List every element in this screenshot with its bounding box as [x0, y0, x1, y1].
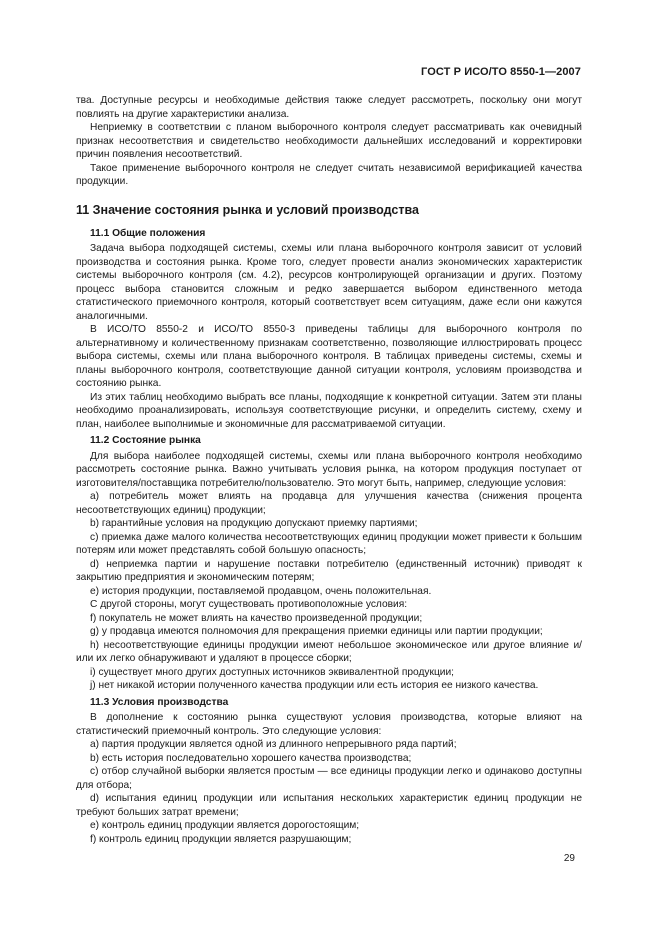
- list-item: i) существует много других доступных источников эквивалентной продукции;: [90, 666, 455, 678]
- paragraph: Из этих таблиц необходимо выбрать все планы, подходящие к конкретной ситуации. Затем эти планы необходимо проанализировать, используя соответствующие рисунки, и определить систему, схему и план, наиболее выполнимые и экономичные для рассматриваемой ситуации.: [76, 391, 582, 430]
- list-item: d) испытания единиц продукции или испытания нескольких характеристик единиц продукции не требуют больших затрат времени;: [76, 793, 582, 818]
- list-item: e) контроль единиц продукции является дорогостоящим;: [90, 820, 360, 831]
- list-item: b) есть история последовательно хорошего качества производства;: [90, 752, 412, 764]
- list-item: c) приемка даже малого количества несоответствующих единиц продукции может привести к большим потерям или может представлять собой большую опасность;: [76, 531, 582, 556]
- list-item: f) покупатель не может влиять на качество произведенной продукции;: [90, 612, 423, 624]
- subsection-heading: 11.1 Общие положения: [90, 227, 206, 239]
- list-item: c) отбор случайной выборки является простым — все единицы продукции легко и одинаково доступны для отбора;: [76, 766, 582, 791]
- section-heading: 11 Значение состояния рынка и условий производства: [76, 202, 419, 217]
- list-item: a) партия продукции является одной из длинного непрерывного ряда партий;: [90, 739, 457, 750]
- list-item: e) история продукции, поставляемой продавцом, очень положительная.: [90, 585, 432, 597]
- document-code-header: ГОСТ Р ИСО/ТО 8550-1—2007: [421, 66, 581, 78]
- paragraph: В ИСО/ТО 8550-2 и ИСО/ТО 8550-3 приведены таблицы для выборочного контроля по альтернативному и количественному признакам соответственно, позволяющие иллюстрировать процесс выбора системы, схемы или плана выборочного контроля. В таблицах приведены системы, схемы и планы выборочного контроля, соответствующие данной ситуации контроля, условиям производства и состоянию рынка.: [76, 324, 582, 389]
- paragraph: Для выбора наиболее подходящей системы, схемы или плана выборочного контроля необходимо рассмотреть состояние рынка. Важно учитывать условия рынка, на котором продукция поступает от изготовителя/поставщика потребителю/пользователю. Это могут быть, например, следующие условия:: [76, 450, 582, 489]
- paragraph: Такое применение выборочного контроля не следует считать независимой верификацией качества продукции.: [76, 162, 582, 187]
- list-item: b) гарантийные условия на продукцию допускают приемку партиями;: [90, 518, 418, 529]
- list-item: g) у продавца имеются полномочия для прекращения приемки единицы или партии продукции;: [90, 626, 543, 637]
- paragraph: Задача выбора подходящей системы, схемы или плана выборочного контроля зависит от условий производства и состояния рынка. Кроме того, следует провести анализ экономических характеристик системы выборочного контроля (см. 4.2), ресурсов контролирующей организации и других. Поэтому процесс выбора становится сложным и редко завершается выбором единственного метода статистического приемочного контроля, который соответствует всем ситуациям, даже если они кажутся аналогичными.: [76, 243, 582, 322]
- paragraph: С другой стороны, могут существовать противоположные условия:: [90, 599, 408, 610]
- paragraph: В дополнение к состоянию рынка существуют условия производства, которые влияют на статистический приемочный контроль. Это следующие условия:: [76, 712, 582, 737]
- list-item: h) несоответствующие единицы продукции имеют небольшое экономическое или другое влияние и/или их легко обнаруживают и удаляют в процессе сборки;: [76, 639, 582, 664]
- list-item: f) контроль единиц продукции является разрушающим;: [90, 833, 352, 845]
- list-item: d) неприемка партии и нарушение поставки потребителю (единственный источник) приводят к закрытию предприятия и экономическим потерям;: [76, 558, 582, 583]
- page-number: 29: [563, 853, 575, 864]
- paragraph: тва. Доступные ресурсы и необходимые действия также следует рассмотреть, поскольку они могут повлиять на другие характеристики анализа.: [76, 95, 582, 120]
- list-item: j) нет никакой истории полученного качества продукции или есть история ее низкого качества.: [90, 680, 539, 691]
- subsection-heading: 11.2 Состояние рынка: [90, 435, 201, 446]
- document-body: [76, 94, 582, 846]
- paragraph: Неприемку в соответствии с планом выборочного контроля следует рассматривать как очевидный признак несоответствия и свидетельство необходимости дальнейших исследований и корректировки причин появления несоответствий.: [76, 122, 582, 160]
- list-item: a) потребитель может влиять на продавца для улучшения качества (снижения процента несоответствующих единиц) продукции;: [76, 491, 582, 516]
- subsection-heading: 11.3 Условия производства: [90, 696, 229, 708]
